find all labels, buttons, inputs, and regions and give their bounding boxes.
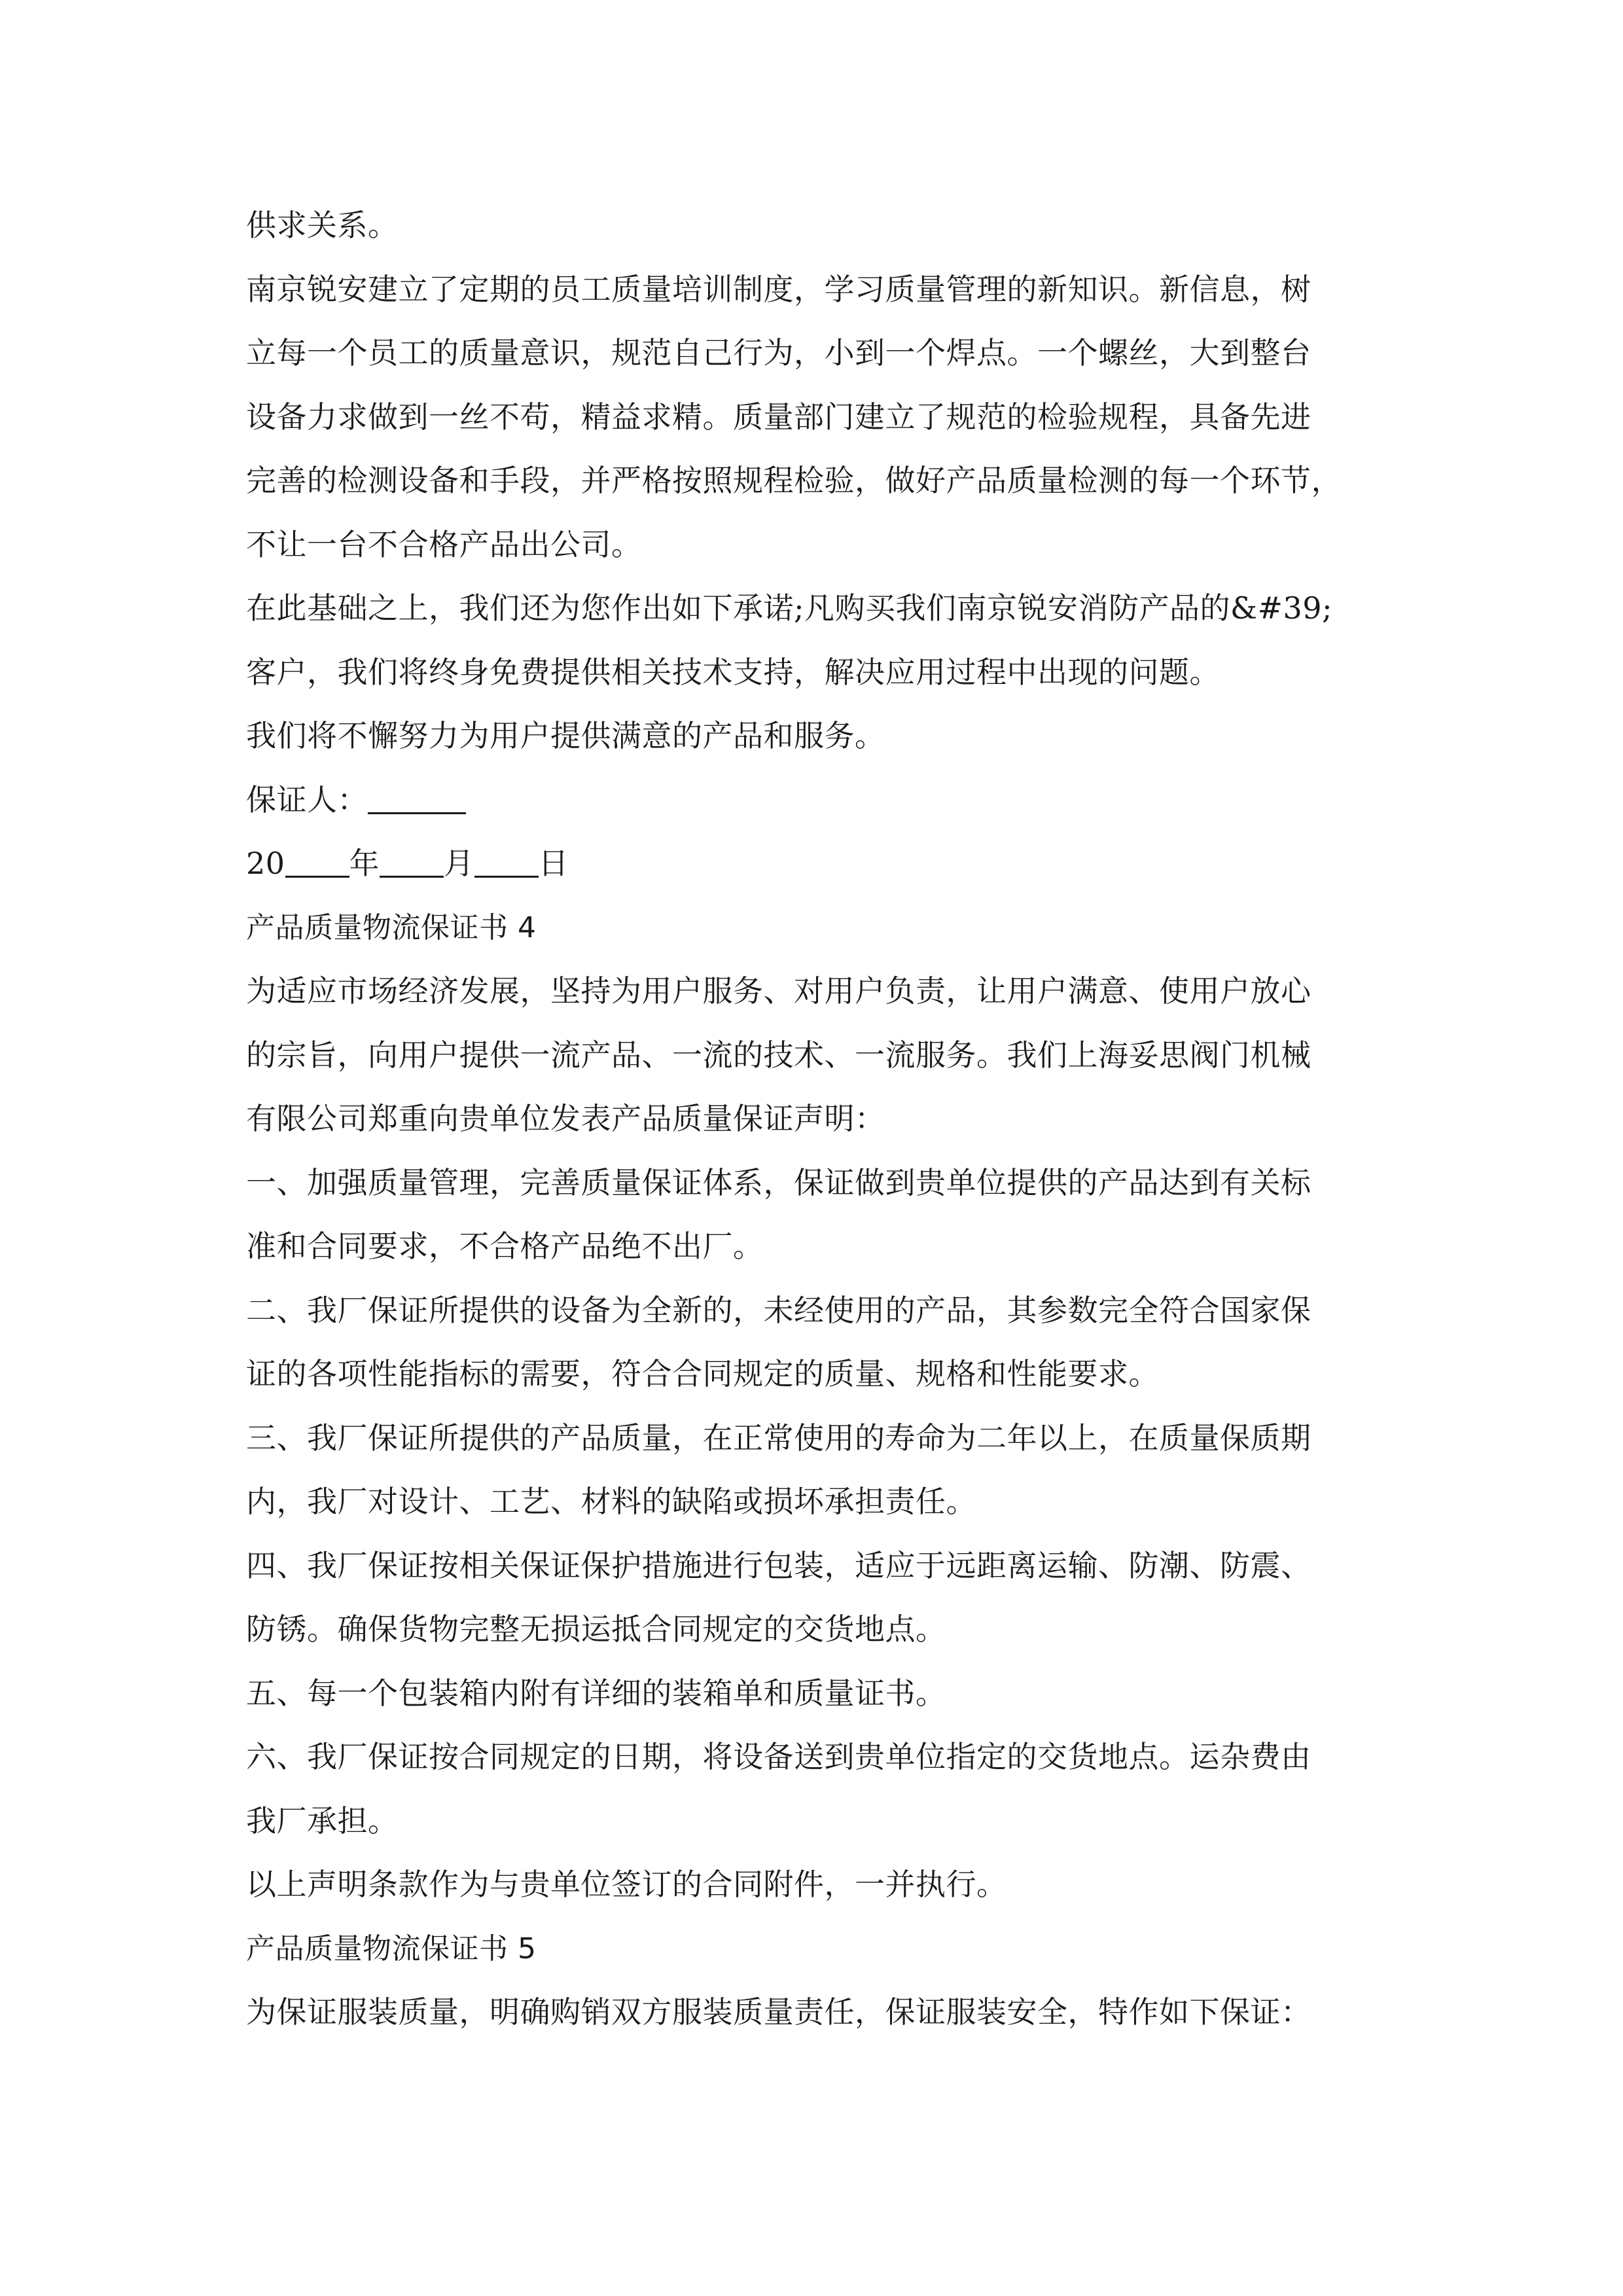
day-blank	[474, 838, 539, 878]
date-year-label: 年	[349, 846, 380, 881]
month-blank	[380, 838, 444, 878]
date-prefix: 20	[246, 846, 285, 881]
section-4-line: 一、加强质量管理，完善质量保证体系，保证做到贵单位提供的产品达到有关标	[246, 1164, 1311, 1200]
paragraph-line: 设备力求做到一丝不苟，精益求精。质量部门建立了规范的检验规程，具备先进	[246, 399, 1311, 435]
section-4-line: 证的各项性能指标的需要，符合合同规定的质量、规格和性能要求。	[246, 1356, 1159, 1391]
document-body	[246, 194, 1418, 2045]
section-4-line: 五、每一个包装箱内附有详细的装箱单和质量证书。	[246, 1675, 946, 1711]
section-5-title: 产品质量物流保证书 5	[246, 1931, 537, 1965]
section-4-title: 产品质量物流保证书 4	[246, 910, 537, 944]
date-month-label: 月	[444, 846, 474, 881]
section-4-line: 防锈。确保货物完整无损运抵合同规定的交货地点。	[246, 1611, 946, 1647]
section-4-line: 为适应市场经济发展，坚持为用户服务、对用户负责，让用户满意、使用户放心	[246, 973, 1311, 1009]
guarantor-line	[246, 768, 1418, 833]
section-4-line: 我厂承担。	[246, 1803, 399, 1839]
paragraph-line: 在此基础之上，我们还为您作出如下承诺;凡购买我们南京锐安消防产品的&#39;	[246, 590, 1333, 626]
section-4-line: 四、我厂保证按相关保证保护措施进行包装，适应于远距离运输、防潮、防震、	[246, 1547, 1311, 1583]
section-4-line: 二、我厂保证所提供的设备为全新的，未经使用的产品，其参数完全符合国家保	[246, 1292, 1311, 1328]
section-4-line: 的宗旨，向用户提供一流产品、一流的技术、一流服务。我们上海妥思阀门机械	[246, 1037, 1311, 1073]
section-5-line: 为保证服装质量，明确购销双方服装质量责任，保证服装安全，特作如下保证：	[246, 1994, 1311, 2030]
paragraph-line: 供求关系。	[246, 207, 399, 243]
section-4-line: 准和合同要求，不合格产品绝不出厂。	[246, 1229, 764, 1264]
section-4-line: 六、我厂保证按合同规定的日期，将设备送到贵单位指定的交货地点。运杂费由	[246, 1739, 1311, 1774]
paragraph-line: 南京锐安建立了定期的员工质量培训制度，学习质量管理的新知识。新信息，树	[246, 271, 1311, 307]
paragraph-line: 不让一台不合格产品出公司。	[246, 526, 642, 562]
guarantor-blank	[368, 774, 466, 814]
section-4-line: 有限公司郑重向贵单位发表产品质量保证声明：	[246, 1101, 885, 1136]
year-blank	[285, 838, 349, 878]
paragraph-line: 我们将不懈努力为用户提供满意的产品和服务。	[246, 718, 885, 753]
guarantor-label: 保证人：	[246, 781, 368, 817]
date-line	[246, 832, 1418, 896]
date-day-label: 日	[538, 846, 569, 881]
paragraph-line: 完善的检测设备和手段，并严格按照规程检验，做好产品质量检测的每一个环节，	[246, 463, 1342, 498]
paragraph-line: 立每一个员工的质量意识，规范自己行为，小到一个焊点。一个螺丝，大到整台	[246, 335, 1311, 370]
section-4-line: 内，我厂对设计、工艺、材料的缺陷或损坏承担责任。	[246, 1484, 976, 1519]
section-4-line: 以上声明条款作为与贵单位签订的合同附件，一并执行。	[246, 1867, 1007, 1902]
paragraph-line: 客户，我们将终身免费提供相关技术支持，解决应用过程中出现的问题。	[246, 654, 1220, 690]
section-4-line: 三、我厂保证所提供的产品质量，在正常使用的寿命为二年以上，在质量保质期	[246, 1420, 1311, 1456]
